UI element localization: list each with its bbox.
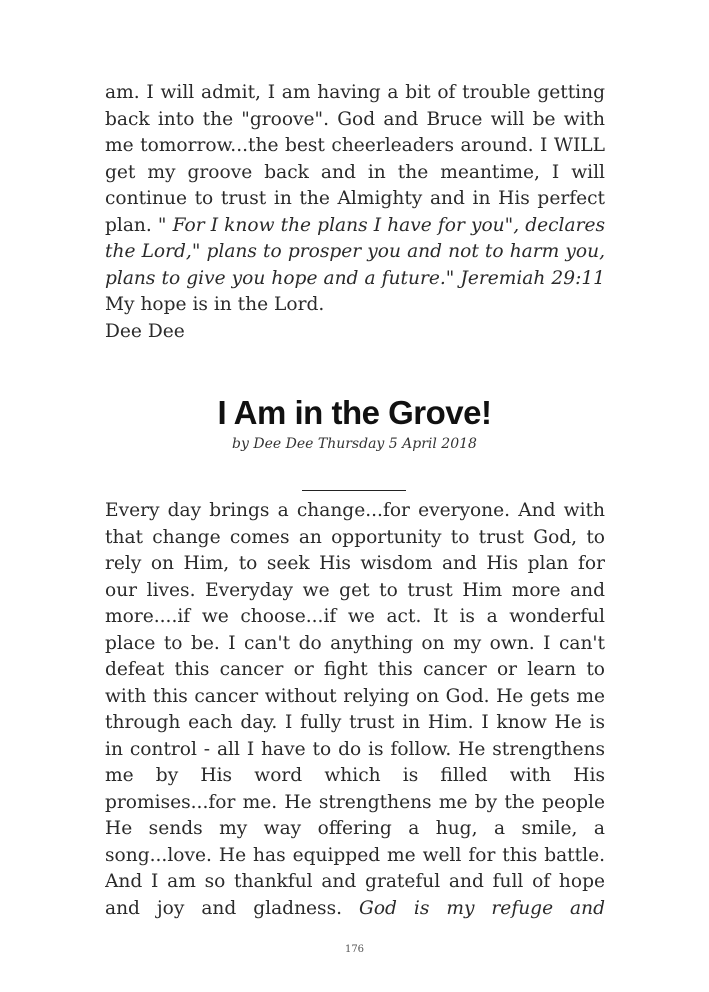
body-text: am. I will admit, I am having a bit of trouble getting — [105, 82, 605, 103]
entry-byline: by Dee Dee Thursday 5 April 2018 — [232, 436, 477, 452]
body-text: promises...for me. He strengthens me by the people — [105, 791, 605, 813]
previous-entry-line — [105, 160, 605, 187]
entry-body-line — [105, 498, 605, 525]
body-text: back into the "groove". God and Bruce will be with — [105, 108, 605, 130]
body-text: through each day. I fully trust in Him. I know He is — [105, 712, 605, 733]
entry-body-line — [105, 737, 605, 764]
entry-body-line — [105, 843, 605, 870]
body-text: My hope is in the Lord. — [105, 294, 325, 315]
body-text: plan. " — [105, 214, 173, 236]
body-text: that change comes an opportunity to trust God, to — [105, 526, 605, 548]
body-text: me tomorrow...the best cheerleaders around. I WILL — [105, 135, 605, 156]
entry-body-line — [105, 657, 605, 684]
body-text: in control - all I have to do is follow. He strengthens — [105, 738, 605, 760]
entry-body-line — [105, 604, 605, 631]
previous-entry-line — [105, 80, 605, 107]
scripture-quote: God is my refuge and — [359, 897, 605, 919]
previous-entry-line — [105, 239, 605, 266]
body-text: our lives. Everyday we get to trust Him more and — [105, 579, 605, 601]
entry-body-line — [105, 896, 605, 923]
body-text: more....if we choose...if we act. It is a wonderful — [105, 606, 605, 627]
body-text: and joy and gladness. — [105, 897, 359, 919]
entry-title: I Am in the Grove! — [217, 394, 492, 431]
previous-entry-line — [105, 107, 605, 134]
previous-entry-line — [105, 186, 605, 213]
entry-body-line — [105, 551, 605, 578]
scripture-quote: For I know the plans I have for you", declares — [172, 214, 605, 236]
body-text: Every day brings a change...for everyone. And with — [105, 500, 605, 521]
previous-entry-line — [105, 319, 605, 346]
body-text: with this cancer without relying on God. He gets me — [105, 685, 605, 707]
body-text: He sends my way offering a hug, a smile, a — [105, 818, 605, 839]
body-text: get my groove back and in the meantime, I will — [105, 161, 605, 183]
body-text: place to be. I can't do anything on my own. I can't — [105, 632, 605, 654]
scripture-quote: plans to give you hope and a future." Jeremiah 29:11 — [105, 267, 605, 289]
previous-entry-line — [105, 133, 605, 160]
body-text: defeat this cancer or fight this cancer or learn to — [105, 659, 605, 680]
entry-body-line — [105, 631, 605, 658]
scripture-quote: the Lord," plans to prosper you and not to harm you, — [105, 241, 605, 262]
previous-entry-line — [105, 292, 605, 319]
previous-entry-text — [105, 80, 605, 345]
entry-body-line — [105, 578, 605, 605]
entry-body-line — [105, 710, 605, 737]
page-number: 176 — [344, 944, 365, 955]
previous-entry-line — [105, 213, 605, 240]
body-text: Dee Dee — [105, 320, 185, 342]
entry-body-line — [105, 763, 605, 790]
body-text: me by His word which is filled with His — [105, 765, 605, 786]
entry-body-line — [105, 525, 605, 552]
entry-body-line — [105, 790, 605, 817]
entry-body-line — [105, 816, 605, 843]
entry-body-line — [105, 869, 605, 896]
title-divider — [302, 490, 406, 491]
previous-entry-line — [105, 266, 605, 293]
entry-body-text — [105, 498, 605, 922]
body-text: And I am so thankful and grateful and full of hope — [105, 871, 605, 892]
body-text: song...love. He has equipped me well for this battle. — [105, 844, 605, 866]
body-text: rely on Him, to seek His wisdom and His plan for — [105, 553, 605, 574]
body-text: continue to trust in the Almighty and in His perfect — [105, 188, 605, 209]
entry-body-line — [105, 684, 605, 711]
